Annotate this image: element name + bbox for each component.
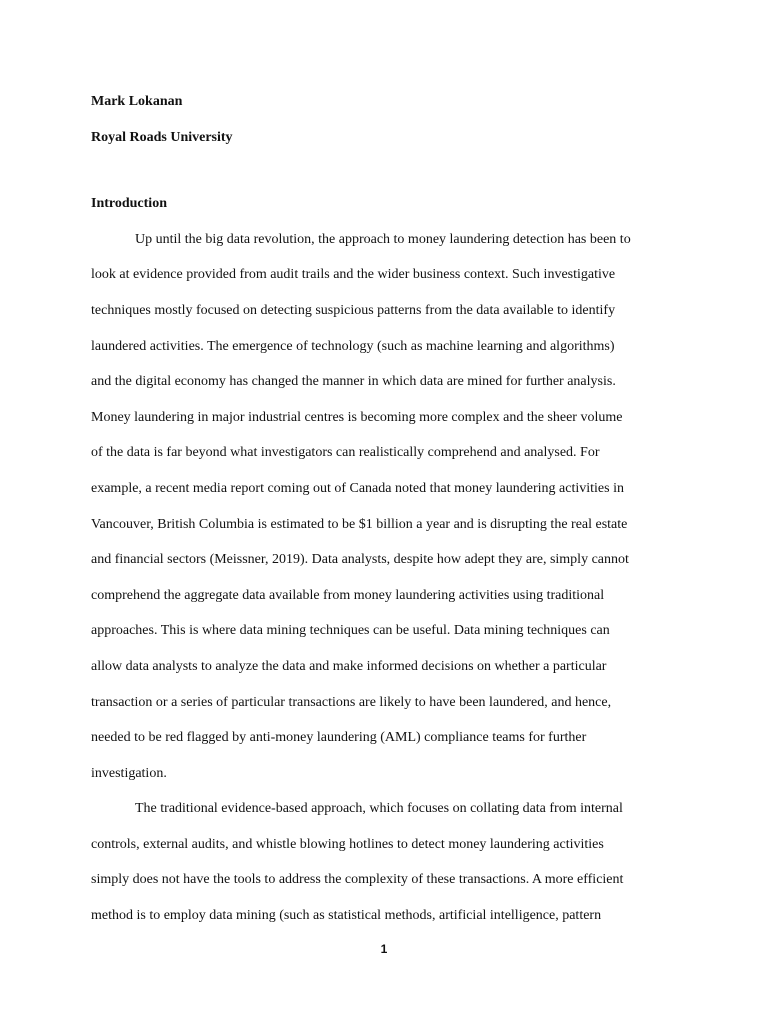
document-body [91,92,681,942]
paragraph-line: method is to employ data mining (such as statistical methods, artificial intelligence, pattern [91,908,602,924]
paragraph-line: and the digital economy has changed the manner in which data are mined for further analysis. [91,374,616,390]
paragraph-line: Vancouver, British Columbia is estimated to be $1 billion a year and is disrupting the real estate [91,516,628,532]
paragraph-line: Money laundering in major industrial centres is becoming more complex and the sheer volume [91,409,623,425]
paragraph-1 [91,230,681,800]
author-name: Mark Lokanan [91,94,183,109]
paragraph-line: investigation. [91,765,167,781]
paragraph-line: controls, external audits, and whistle blowing hotlines to detect money laundering activities [91,836,604,852]
paragraph-line: transaction or a series of particular transactions are likely to have been laundered, and hence, [91,694,612,710]
paragraph-line: and financial sectors (Meissner, 2019). Data analysts, despite how adept they are, simply cannot [91,552,629,568]
paragraph-line: allow data analysts to analyze the data and make informed decisions on whether a particular [91,658,607,674]
paragraph-line: simply does not have the tools to address the complexity of these transactions. A more efficient [91,872,624,888]
paragraph-line: laundered activities. The emergence of technology (such as machine learning and algorithms) [91,338,615,354]
section-heading: Introduction [91,196,167,212]
paragraph-line: Up until the big data revolution, the approach to money laundering detection has been to [135,231,631,247]
paragraph-line: look at evidence provided from audit trails and the wider business context. Such investigative [91,267,616,283]
paragraph-line: of the data is far beyond what investigators can realistically comprehend and analysed. For [91,445,600,461]
paragraph-line: The traditional evidence-based approach, which focuses on collating data from internal [135,801,623,817]
paragraph-line: comprehend the aggregate data available from money laundering activities using traditional [91,587,605,603]
paragraph-2 [91,799,681,941]
page-number: 1 [380,942,388,956]
paragraph-line: techniques mostly focused on detecting suspicious patterns from the data available to identify [91,302,616,318]
paragraph-line: needed to be red flagged by anti-money laundering (AML) compliance teams for further [91,730,587,746]
author-affiliation: Royal Roads University [91,129,233,145]
paragraph-line: approaches. This is where data mining techniques can be useful. Data mining techniques can [91,623,610,639]
spacer [91,163,681,194]
paragraph-line: example, a recent media report coming out of Canada noted that money laundering activities in [91,480,624,496]
